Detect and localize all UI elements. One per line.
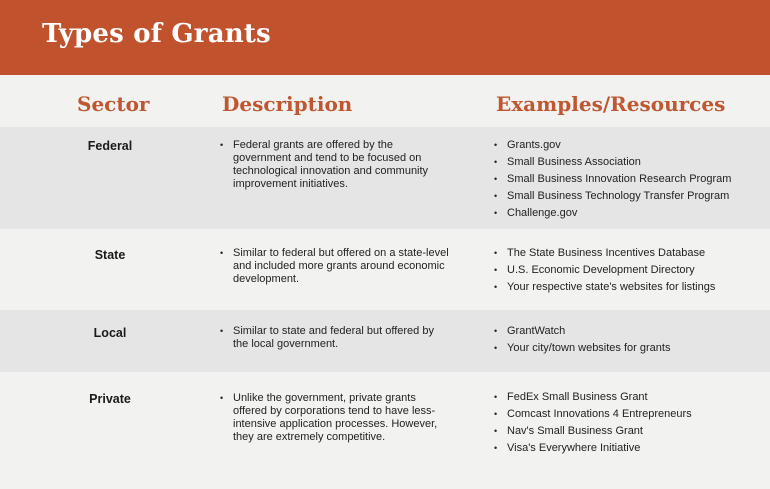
sector-label: Private [89,392,131,406]
example-item: • Challenge.gov [494,205,764,222]
example-item: • FedEx Small Business Grant [494,389,764,406]
description-item: • Unlike the government, private grants offered by corporations tend to have less-intensive application processes. However, they are extremely competitive. [220,392,452,444]
examples-list [494,389,764,457]
example-item: • U.S. Economic Development Directory [494,262,764,279]
example-item: • GrantWatch [494,323,764,340]
description-item: • Similar to state and federal but offered by the local government. [220,325,452,351]
title-banner [0,0,770,75]
example-item: • Grants.gov [494,137,764,154]
example-item: • Small Business Innovation Research Program [494,171,764,188]
example-item: • Your respective state's websites for listings [494,279,764,296]
examples-list [494,323,764,357]
example-item: • Comcast Innovations 4 Entrepreneurs [494,406,764,423]
page-title: Types of Grants [42,19,271,49]
description-item: • Federal grants are offered by the government and tend to be focused on technological innovation and community improvement initiatives. [220,139,452,191]
example-item: • Small Business Association [494,154,764,171]
description-list [220,139,452,191]
description-list [220,392,452,444]
example-item: • Nav's Small Business Grant [494,423,764,440]
example-item: • The State Business Incentives Database [494,245,764,262]
example-item: • Small Business Technology Transfer Program [494,188,764,205]
header-description: Description [222,92,353,116]
table-header [0,75,770,127]
description-list [220,325,452,351]
examples-list [494,137,764,222]
example-item: • Visa's Everywhere Initiative [494,440,764,457]
header-sector: Sector [77,92,150,116]
description-item: • Similar to federal but offered on a state-level and included more grants around economic development. [220,247,452,286]
table-row-state [0,229,770,310]
sector-label: Federal [87,139,133,153]
table-row-private [0,372,770,489]
header-examples: Examples/Resources [496,92,726,116]
table-row-local [0,310,770,372]
table-row-federal [0,127,770,229]
example-item: • Your city/town websites for grants [494,340,764,357]
sector-label: Local [93,326,127,340]
description-list [220,247,452,286]
sector-label: State [94,248,126,262]
examples-list [494,245,764,296]
